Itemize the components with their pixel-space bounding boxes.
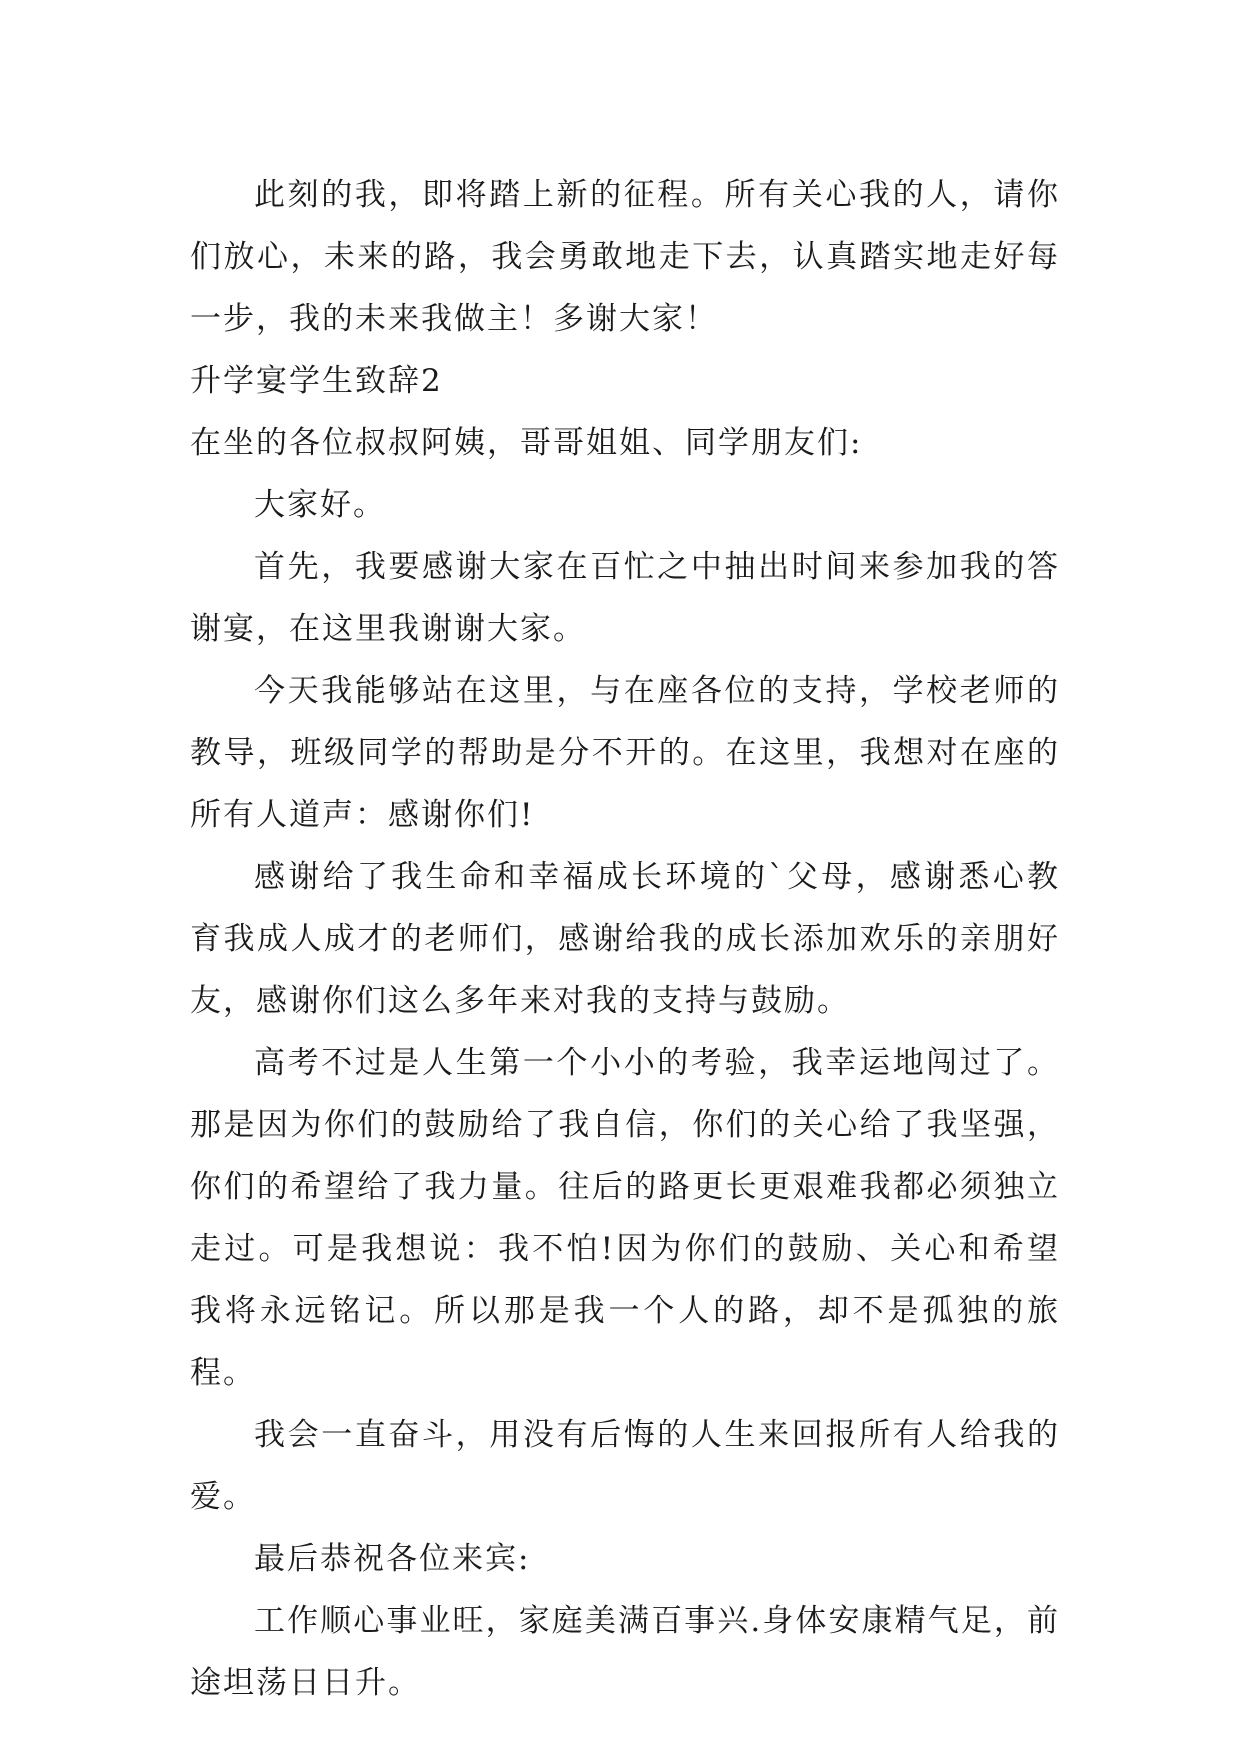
paragraph-thanks-support: 今天我能够站在这里，与在座各位的支持，学校老师的教导，班级同学的帮助是分不开的。在这里，我想对在座的所有人道声：感谢你们! <box>190 673 1060 833</box>
paragraph-thanks-parents-teachers: 感谢给了我生命和幸福成长环境的`父母，感谢悉心教育我成人成才的老师们，感谢给我的成长添加欢乐的亲朋好友，感谢你们这么多年来对我的支持与鼓励。 <box>190 859 1060 1019</box>
paragraph-thanks-attendance: 首先，我要感谢大家在百忙之中抽出时间来参加我的答谢宴，在这里我谢谢大家。 <box>190 549 1060 647</box>
section-heading: 升学宴学生致辞2 <box>190 363 443 399</box>
paragraph-exam-reflection: 高考不过是人生第一个小小的考验，我幸运地闯过了。那是因为你们的鼓励给了我自信，你们的关心给了我坚强，你们的希望给了我力量。往后的路更长更艰难我都必须独立走过。可是我想说：我不怕!因为你们的鼓励、关心和希望我将永远铭记。所以那是我一个人的路，却不是孤独的旅程。 <box>190 1045 1060 1391</box>
salutation: 在坐的各位叔叔阿姨，哥哥姐姐、同学朋友们: <box>190 425 863 461</box>
greeting: 大家好。 <box>254 487 386 523</box>
paragraph-commitment: 我会一直奋斗，用没有后悔的人生来回报所有人给我的爱。 <box>190 1417 1060 1515</box>
document-body <box>190 164 1060 1714</box>
paragraph-wishes-intro: 最后恭祝各位来宾: <box>254 1541 531 1577</box>
paragraph-wishes: 工作顺心事业旺，家庭美满百事兴.身体安康精气足，前途坦荡日日升。 <box>190 1603 1060 1701</box>
paragraph-closing-thanks: 此刻的我，即将踏上新的征程。所有关心我的人，请你们放心，未来的路，我会勇敢地走下去，认真踏实地走好每一步，我的未来我做主！多谢大家！ <box>190 177 1060 337</box>
